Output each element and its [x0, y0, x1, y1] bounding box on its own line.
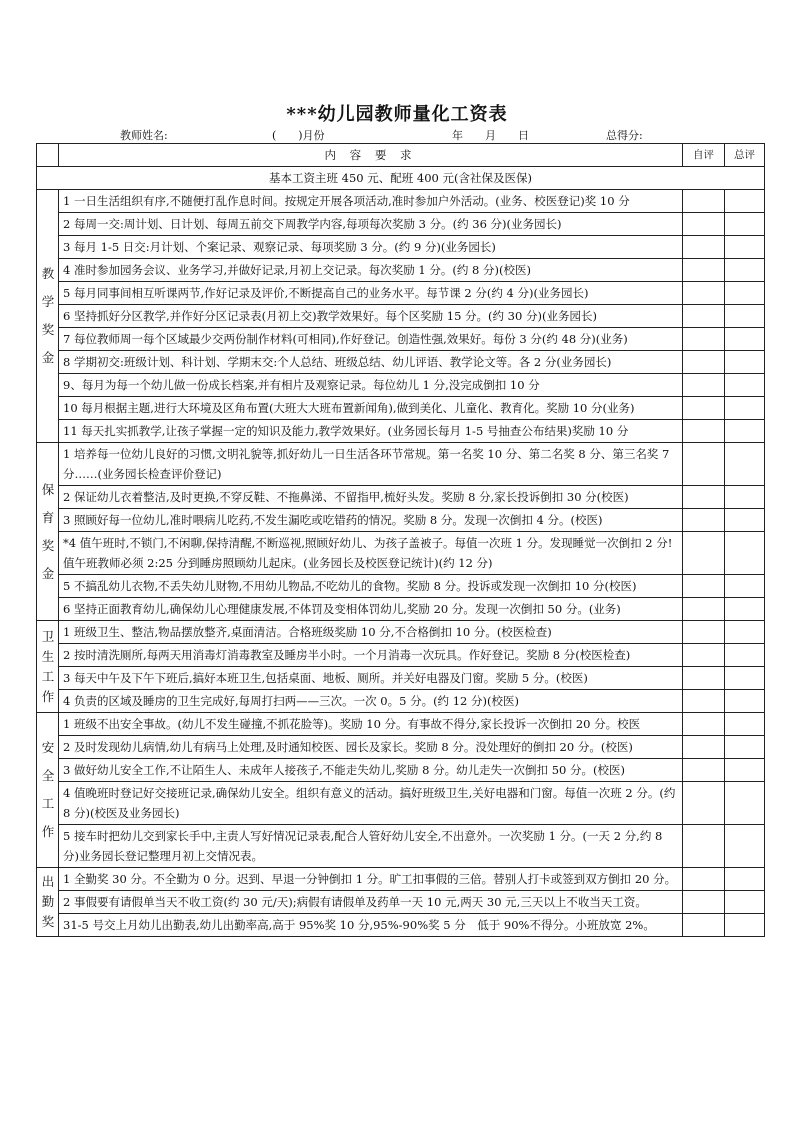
- table-row: [37, 509, 765, 532]
- requirement-cell: 8 学期初交:班级计划、科计划、学期末交:个人总结、班级总结、幼儿评语、教学论文等。各 2 分(业务园长): [59, 351, 683, 374]
- self-eval-cell[interactable]: [683, 305, 725, 328]
- self-eval-cell[interactable]: [683, 891, 725, 914]
- info-line: [40, 127, 760, 143]
- table-row: [37, 759, 765, 782]
- table-row: [37, 328, 765, 351]
- content-header: 内 容 要 求: [59, 144, 683, 167]
- total-eval-cell[interactable]: [725, 914, 765, 937]
- table-row: [37, 236, 765, 259]
- total-eval-cell[interactable]: [725, 621, 765, 644]
- total-eval-cell[interactable]: [725, 868, 765, 891]
- table-row: [37, 713, 765, 736]
- requirement-cell: 6 坚持抓好分区教学,并作好分区记录表(月初上交)教学效果好。每个区奖励 15 分。(约 30 分)(业务园长): [59, 305, 683, 328]
- requirement-cell: 4 值晚班时登记好交接班记录,确保幼儿安全。组织有意义的活动。搞好班级卫生,关好电器和门窗。每值一次班 2 分。(约 8 分)(校医及业务园长): [59, 782, 683, 825]
- category-label: 安全工作: [41, 740, 55, 839]
- table-row: [37, 190, 765, 213]
- requirement-cell: 3 做好幼儿安全工作,不让陌生人、未成年人接孩子,不能走失幼儿,奖励 8 分。幼儿走失一次倒扣 50 分。(校医): [59, 759, 683, 782]
- total-eval-cell[interactable]: [725, 509, 765, 532]
- table-row: [37, 397, 765, 420]
- self-eval-cell[interactable]: [683, 420, 725, 443]
- table-row: [37, 351, 765, 374]
- requirement-cell: 5 接车时把幼儿交到家长手中,主责人写好情况记录表,配合人管好幼儿安全,不出意外。一次奖励 1 分。(一天 2 分,约 8 分)业务园长登记整理月初上交情况表。: [59, 825, 683, 868]
- table-row: [37, 782, 765, 825]
- total-eval-cell[interactable]: [725, 328, 765, 351]
- table-row: [37, 891, 765, 914]
- category-attendance-bonus: [37, 868, 59, 937]
- self-eval-cell[interactable]: [683, 736, 725, 759]
- table-row: [37, 825, 765, 868]
- table-row: [37, 644, 765, 667]
- total-eval-cell[interactable]: [725, 736, 765, 759]
- category-hygiene-work: [37, 621, 59, 713]
- self-eval-cell[interactable]: [683, 443, 725, 486]
- total-eval-cell[interactable]: [725, 443, 765, 486]
- total-eval-cell[interactable]: [725, 351, 765, 374]
- self-eval-cell[interactable]: [683, 868, 725, 891]
- table-row: [37, 486, 765, 509]
- header-category-cell: [37, 144, 59, 167]
- self-eval-cell[interactable]: [683, 351, 725, 374]
- requirement-cell: 5 每月同事间相互听课两节,作好记录及评价,不断提高自己的业务水平。每节课 2 分(约 4 分)(业务园长): [59, 282, 683, 305]
- self-eval-cell[interactable]: [683, 328, 725, 351]
- table-row: [37, 443, 765, 486]
- total-eval-cell[interactable]: [725, 236, 765, 259]
- total-eval-cell[interactable]: [725, 259, 765, 282]
- self-eval-cell[interactable]: [683, 236, 725, 259]
- self-eval-cell[interactable]: [683, 759, 725, 782]
- table-row: [37, 667, 765, 690]
- total-eval-cell[interactable]: [725, 713, 765, 736]
- total-eval-cell[interactable]: [725, 598, 765, 621]
- requirement-cell: *4 值午班时,不锁门,不闲聊,保持清醒,不断巡视,照顾好幼儿、为孩子盖被子。每值一次班 1 分。发现睡觉一次倒扣 2 分!值午班教师必须 2:25 分到睡房照顾幼儿起床。(业务园长及校医登记统计)(约 12 分): [59, 532, 683, 575]
- category-label: 教学奖金: [41, 266, 55, 365]
- self-eval-cell[interactable]: [683, 190, 725, 213]
- table-row: [37, 575, 765, 598]
- teacher-name-label: 教师姓名:: [120, 129, 168, 142]
- total-eval-cell[interactable]: [725, 282, 765, 305]
- self-eval-cell[interactable]: [683, 532, 725, 575]
- total-eval-cell[interactable]: [725, 486, 765, 509]
- self-eval-cell[interactable]: [683, 575, 725, 598]
- total-eval-cell[interactable]: [725, 213, 765, 236]
- self-eval-header: 自评: [683, 144, 725, 167]
- month-label: ( )月份: [272, 129, 325, 142]
- self-eval-cell[interactable]: [683, 825, 725, 868]
- total-eval-cell[interactable]: [725, 575, 765, 598]
- base-salary-cell: 基本工资主班 450 元、配班 400 元(含社保及医保): [37, 167, 765, 190]
- requirement-cell: 1 全勤奖 30 分。不全勤为 0 分。迟到、早退一分钟倒扣 1 分。旷工扣事假的三倍。替别人打卡或签到双方倒扣 20 分。: [59, 868, 683, 891]
- base-salary-row: [37, 167, 765, 190]
- requirement-cell: 2 及时发现幼儿病情,幼儿有病马上处理,及时通知校医、园长及家长。奖励 8 分。没处理好的倒扣 20 分。(校医): [59, 736, 683, 759]
- page-title: ***幼儿园教师量化工资表: [286, 104, 508, 125]
- category-care-bonus: [37, 443, 59, 621]
- table-row: [37, 305, 765, 328]
- table-row: [37, 736, 765, 759]
- requirement-cell: 1 一日生活组织有序,不随便打乱作息时间。按规定开展各项活动,准时参加户外活动。(业务、校医登记)奖 10 分: [59, 190, 683, 213]
- total-eval-cell[interactable]: [725, 420, 765, 443]
- requirement-cell: 5 不搞乱幼儿衣物,不丢失幼儿财物,不用幼儿物品,不吃幼儿的食物。奖励 8 分。投诉或发现一次倒扣 10 分(校医): [59, 575, 683, 598]
- self-eval-cell[interactable]: [683, 374, 725, 397]
- self-eval-cell[interactable]: [683, 667, 725, 690]
- table-row: [37, 213, 765, 236]
- category-label: 保育奖金: [41, 481, 55, 581]
- requirement-cell: 31-5 号交上月幼儿出勤表,幼儿出勤率高,高于 95%奖 10 分,95%-90%奖 5 分 低于 90%不得分。小班放宽 2%。: [59, 914, 683, 937]
- total-eval-cell[interactable]: [725, 825, 765, 868]
- self-eval-cell[interactable]: [683, 486, 725, 509]
- requirement-cell: 4 准时参加园务会议、业务学习,并做好记录,月初上交记录。每次奖励 1 分。(约 8 分)(校医): [59, 259, 683, 282]
- self-eval-cell[interactable]: [683, 213, 725, 236]
- self-eval-cell[interactable]: [683, 282, 725, 305]
- table-row: [37, 259, 765, 282]
- self-eval-cell[interactable]: [683, 509, 725, 532]
- table-row: [37, 914, 765, 937]
- table-row: [37, 690, 765, 713]
- total-eval-cell[interactable]: [725, 374, 765, 397]
- self-eval-cell[interactable]: [683, 259, 725, 282]
- total-score-label: 总得分:: [606, 129, 643, 142]
- requirement-cell: 10 每月根据主题,进行大环境及区角布置(大班大大班布置新闻角),做到美化、儿童化、教育化。奖励 10 分(业务): [59, 397, 683, 420]
- self-eval-cell[interactable]: [683, 598, 725, 621]
- table-row: [37, 532, 765, 575]
- requirement-cell: 2 事假要有请假单当天不收工资(约 30 元/天);病假有请假单及药单一天 10 元,两天 30 元,三天以上不收当天工资。: [59, 891, 683, 914]
- requirement-cell: 2 每周一交:周计划、日计划、每周五前交下周教学内容,每项每次奖励 3 分。(约 36 分)(业务园长): [59, 213, 683, 236]
- category-safety-work: [37, 713, 59, 868]
- total-eval-cell[interactable]: [725, 782, 765, 825]
- requirement-cell: 3 每天中午及下午下班后,搞好本班卫生,包括桌面、地板、厕所。并关好电器及门窗。奖励 5 分。(校医): [59, 667, 683, 690]
- self-eval-cell[interactable]: [683, 397, 725, 420]
- requirement-cell: 3 每月 1-5 日交:月计划、个案记录、观察记录、每项奖励 3 分。(约 9 分)(业务园长): [59, 236, 683, 259]
- total-eval-header: 总评: [725, 144, 765, 167]
- table-row: [37, 282, 765, 305]
- self-eval-cell[interactable]: [683, 782, 725, 825]
- total-eval-cell[interactable]: [725, 759, 765, 782]
- requirement-cell: 1 班级卫生、整洁,物品摆放整齐,桌面清洁。合格班级奖励 10 分,不合格倒扣 10 分。(校医检查): [59, 621, 683, 644]
- requirement-cell: 11 每天扎实抓教学,让孩子掌握一定的知识及能力,教学效果好。(业务园长每月 1-5 号抽查公布结果)奖励 10 分: [59, 420, 683, 443]
- requirement-cell: 2 保证幼儿衣着整洁,及时更换,不穿反鞋、不拖鼻涕、不留指甲,梳好头发。奖励 8 分,家长投诉倒扣 30 分(校医): [59, 486, 683, 509]
- requirement-cell: 4 负责的区域及睡房的卫生完成好,每周打扫两——三次。一次 0。5 分。(约 12 分)(校医): [59, 690, 683, 713]
- table-row: [37, 374, 765, 397]
- requirement-cell: 1 培养每一位幼儿良好的习惯,文明礼貌等,抓好幼儿一日生活各环节常规。第一名奖 10 分、第二名奖 8 分、第三名奖 7 分……(业务园长检查评价登记): [59, 443, 683, 486]
- salary-table: [36, 143, 765, 937]
- table-row: [37, 598, 765, 621]
- requirement-cell: 2 按时清洗厕所,每两天用消毒灯消毒教室及睡房半小时。一个月消毒一次玩具。作好登记。奖励 8 分(校医检查): [59, 644, 683, 667]
- self-eval-cell[interactable]: [683, 621, 725, 644]
- header-row: [37, 144, 765, 167]
- total-eval-cell[interactable]: [725, 190, 765, 213]
- total-eval-cell[interactable]: [725, 667, 765, 690]
- total-eval-cell[interactable]: [725, 305, 765, 328]
- total-eval-cell[interactable]: [725, 644, 765, 667]
- self-eval-cell[interactable]: [683, 914, 725, 937]
- total-eval-cell[interactable]: [725, 397, 765, 420]
- requirement-cell: 9、每月为每一个幼儿做一份成长档案,并有相片及观察记录。每位幼儿 1 分,没完成倒扣 10 分: [59, 374, 683, 397]
- total-eval-cell[interactable]: [725, 532, 765, 575]
- category-label: 卫生工作: [41, 628, 55, 704]
- total-eval-cell[interactable]: [725, 891, 765, 914]
- self-eval-cell[interactable]: [683, 713, 725, 736]
- category-label: 出勤奖: [41, 874, 55, 929]
- self-eval-cell[interactable]: [683, 644, 725, 667]
- date-label: 年 月 日: [452, 129, 529, 142]
- requirement-cell: 7 每位教师周一每个区域最少交两份制作材料(可相同),作好登记。创造性强,效果好。每份 3 分(约 48 分)(业务): [59, 328, 683, 351]
- table-row: [37, 868, 765, 891]
- table-row: [37, 420, 765, 443]
- category-teaching-bonus: [37, 190, 59, 443]
- requirement-cell: 3 照顾好每一位幼儿,准时喂病儿吃药,不发生漏吃或吃错药的情况。奖励 8 分。发现一次倒扣 4 分。(校医): [59, 509, 683, 532]
- requirement-cell: 1 班级不出安全事故。(幼儿不发生碰撞,不抓花脸等)。奖励 10 分。有事故不得分,家长投诉一次倒扣 20 分。校医: [59, 713, 683, 736]
- table-row: [37, 621, 765, 644]
- self-eval-cell[interactable]: [683, 690, 725, 713]
- requirement-cell: 6 坚持正面教育幼儿,确保幼儿心理健康发展,不体罚及变相体罚幼儿,奖励 20 分。发现一次倒扣 50 分。(业务): [59, 598, 683, 621]
- total-eval-cell[interactable]: [725, 690, 765, 713]
